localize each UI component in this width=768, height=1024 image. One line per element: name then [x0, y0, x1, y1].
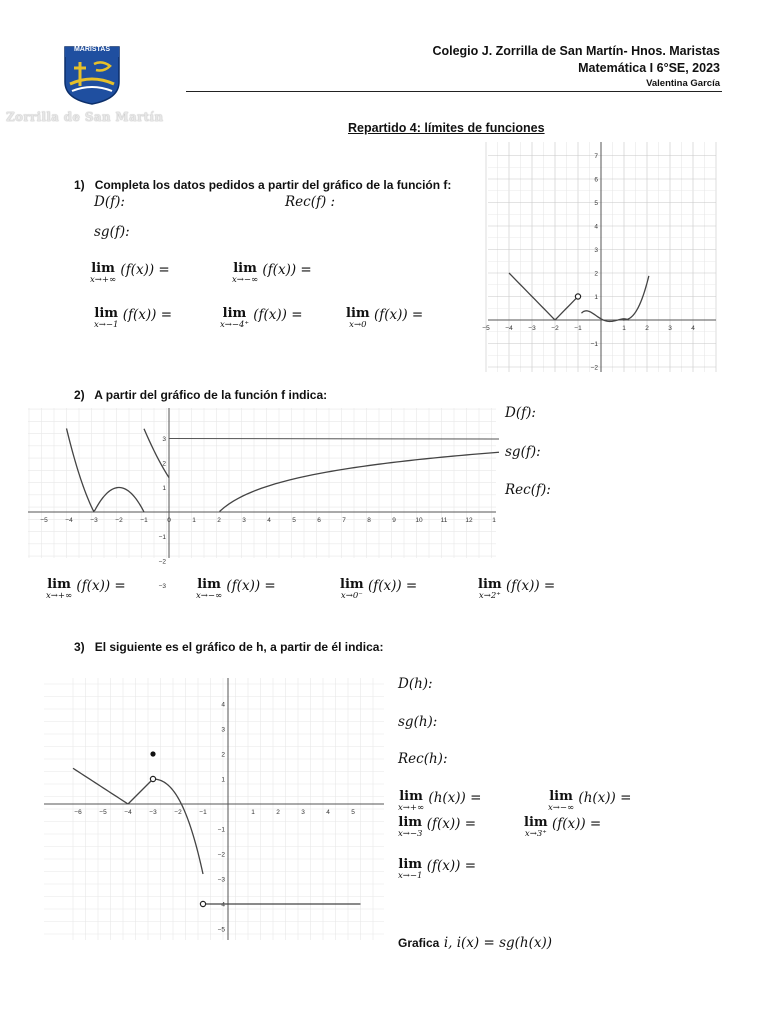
q1-range: Rec(f) :: [285, 194, 336, 210]
q1-limit-1: [90, 262, 170, 285]
lim-word: lim: [197, 577, 221, 592]
x-tick-label: 4: [326, 809, 330, 816]
q2-limit-2: [196, 578, 276, 601]
lim-word: lim: [398, 857, 423, 872]
q1-number: 1): [74, 178, 85, 192]
y-tick-label: 2: [221, 751, 225, 759]
q2-number: 2): [74, 388, 85, 402]
lim-sub: x→3⁺: [524, 829, 547, 839]
q2-limit-1: [46, 578, 126, 601]
q2-limit-4: [478, 578, 555, 601]
x-tick-label: −5: [99, 809, 107, 816]
graph-q1: [482, 142, 716, 372]
curve-growth: [623, 276, 649, 320]
lim-sub: x→+∞: [398, 803, 425, 813]
y-tick-label: 2: [162, 460, 166, 468]
teacher-name: Valentina García: [646, 78, 720, 89]
x-tick-label: 6: [317, 517, 321, 524]
y-tick-label: −2: [217, 851, 225, 859]
x-tick-label: −1: [574, 325, 582, 332]
school-name: Colegio J. Zorrilla de San Martín- Hnos. Maristas: [432, 44, 720, 58]
q1-limit-4: [220, 307, 303, 330]
lim-word: lim: [549, 789, 573, 804]
y-tick-label: 1: [162, 485, 166, 492]
lim-word: lim: [47, 577, 71, 592]
y-tick-label: −3: [217, 876, 225, 884]
q1-limit-5: [346, 307, 423, 330]
lim-sub: x→+∞: [46, 591, 73, 601]
q3-text: El siguiente es el gráfico de h, a partir de él indica:: [94, 640, 384, 654]
q3-statement: [74, 640, 383, 654]
page-title: Repartido 4: límites de funciones: [348, 121, 545, 135]
y-tick-label: 7: [594, 153, 598, 160]
lim-expr: (f(x)) =: [426, 858, 477, 874]
x-tick-label: 12: [465, 517, 473, 524]
q1-sign: sg(f):: [94, 224, 130, 240]
x-tick-label: 4: [691, 325, 695, 332]
curve-left-line: [73, 768, 128, 804]
lim-sub: x→0: [349, 320, 367, 330]
q2-range: Rec(f):: [505, 482, 551, 498]
lim-expr: (f(x)) =: [505, 578, 556, 594]
course-name: Matemática I 6°SE, 2023: [578, 61, 720, 75]
q1-limit-3: [94, 307, 172, 330]
q3-graph-task-expr: i, i(x) = sg(h(x)): [443, 935, 553, 951]
x-tick-label: −5: [40, 517, 48, 524]
x-tick-label: 5: [292, 517, 296, 524]
x-tick-label: 2: [217, 517, 221, 524]
y-tick-label: −4: [217, 901, 225, 909]
x-tick-label: 1: [622, 325, 626, 332]
x-tick-label: 1: [492, 517, 496, 524]
y-tick-label: −2: [158, 558, 166, 566]
q3-limit-2: [548, 790, 631, 813]
x-tick-label: −1: [140, 517, 148, 524]
x-tick-label: −1: [199, 809, 207, 816]
lim-word: lim: [399, 789, 423, 804]
y-tick-label: 3: [594, 247, 598, 254]
x-tick-label: 0: [167, 517, 171, 524]
y-tick-label: 3: [162, 436, 166, 443]
lim-expr: (h(x)) =: [578, 790, 632, 806]
q1-limit-2: [232, 262, 312, 285]
lim-sub: x→−∞: [196, 591, 223, 601]
q3-limit-1: [398, 790, 481, 813]
open-point-upper: [150, 776, 155, 781]
x-tick-label: −4: [65, 517, 73, 524]
lim-sub: x→−1: [398, 871, 423, 881]
y-tick-label: 2: [594, 270, 598, 278]
q1-domain: D(f):: [94, 194, 125, 210]
x-tick-label: −2: [551, 325, 559, 332]
logo-caption: Zorrilla de San Martín: [6, 110, 164, 124]
y-tick-label: −1: [158, 534, 166, 541]
q3-graph-task: [398, 934, 552, 952]
lim-word: lim: [222, 306, 247, 321]
q3-graph-task-label: Grafica: [398, 936, 440, 950]
lim-word: lim: [478, 577, 502, 592]
lim-word: lim: [340, 577, 364, 592]
x-tick-label: 1: [251, 809, 255, 816]
y-tick-label: 3: [221, 726, 225, 734]
y-tick-label: 5: [594, 200, 598, 207]
x-tick-label: 7: [342, 517, 346, 524]
lim-expr: (f(x)) =: [262, 262, 312, 278]
x-tick-label: −4: [505, 325, 513, 332]
q3-sign: sg(h):: [398, 714, 438, 730]
lim-word: lim: [524, 815, 548, 830]
x-tick-label: 2: [645, 325, 649, 332]
lim-expr: (f(x)) =: [226, 578, 276, 594]
lim-expr: (f(x)) =: [367, 578, 418, 594]
x-tick-label: −6: [74, 809, 82, 816]
lim-sub: x→−∞: [548, 803, 575, 813]
x-tick-label: 2: [276, 809, 280, 816]
lim-expr: (f(x)) =: [122, 307, 173, 323]
lim-expr: (f(x)) =: [373, 307, 424, 323]
lim-sub: x→0⁻: [340, 591, 363, 601]
y-tick-label: 1: [221, 776, 225, 784]
q2-statement: [74, 388, 327, 402]
x-tick-label: −5: [482, 325, 490, 332]
x-tick-label: 9: [392, 517, 396, 524]
q3-limit-5: [398, 858, 476, 881]
y-tick-label: −3: [158, 583, 166, 590]
lim-sub: x→−1: [94, 320, 119, 330]
lim-expr: (f(x)) =: [120, 262, 170, 278]
q3-domain: D(h):: [398, 676, 433, 692]
q2-sign: sg(f):: [505, 444, 541, 460]
y-tick-label: 4: [221, 701, 225, 709]
q3-number: 3): [74, 640, 85, 654]
lim-sub: x→−3: [398, 829, 423, 839]
y-tick-label: −1: [217, 826, 225, 834]
curve-rise: [128, 779, 153, 804]
q2-limit-3: [340, 578, 417, 601]
graph-q3: [44, 678, 384, 940]
lim-word: lim: [346, 306, 370, 321]
x-tick-label: 8: [367, 517, 371, 524]
q3-limit-4: [524, 816, 601, 839]
q1-text: Completa los datos pedidos a partir del gráfico de la función f:: [94, 178, 452, 192]
q2-text: A partir del gráfico de la función f indica:: [94, 388, 328, 402]
lim-sub: x→−4⁺: [220, 320, 249, 330]
lim-word: lim: [91, 261, 115, 276]
lim-word: lim: [94, 306, 119, 321]
q2-domain: D(f):: [505, 405, 536, 421]
x-tick-label: −2: [174, 809, 182, 816]
x-tick-label: −3: [149, 809, 157, 816]
q3-range: Rec(h):: [398, 751, 448, 767]
open-point-lower: [200, 901, 205, 906]
lim-sub: x→−∞: [232, 275, 259, 285]
logo-banner: MARISTAS: [73, 46, 111, 53]
lim-expr: (f(x)) =: [551, 816, 602, 832]
x-tick-label: 3: [301, 809, 305, 816]
lim-expr: (f(x)) =: [76, 578, 126, 594]
lim-word: lim: [233, 261, 257, 276]
lim-expr: (f(x)) =: [426, 816, 477, 832]
y-tick-label: 6: [594, 176, 598, 184]
y-tick-label: −1: [590, 341, 598, 348]
closed-point: [150, 751, 155, 756]
y-tick-label: 1: [594, 294, 598, 301]
y-tick-label: −2: [590, 364, 598, 372]
school-logo: [62, 44, 122, 106]
x-tick-label: −4: [124, 809, 132, 816]
q1-statement: [74, 178, 451, 192]
x-tick-label: −2: [115, 517, 123, 524]
x-tick-label: −3: [528, 325, 536, 332]
x-tick-label: 4: [267, 517, 271, 524]
x-tick-label: 3: [668, 325, 672, 332]
q3-limit-3: [398, 816, 476, 839]
x-tick-label: 3: [242, 517, 246, 524]
x-tick-label: −3: [90, 517, 98, 524]
header-rule: [186, 91, 722, 92]
lim-sub: x→2⁺: [478, 591, 501, 601]
x-tick-label: 11: [440, 517, 448, 524]
x-tick-label: 1: [192, 517, 196, 524]
lim-expr: (f(x)) =: [253, 307, 303, 323]
y-tick-label: −5: [217, 926, 225, 934]
lim-word: lim: [398, 815, 423, 830]
lim-sub: x→+∞: [90, 275, 117, 285]
y-tick-label: 4: [594, 223, 598, 231]
curve-log: [220, 452, 500, 511]
x-tick-label: 10: [415, 517, 423, 524]
open-point: [575, 294, 580, 299]
x-tick-label: 5: [351, 809, 355, 816]
lim-expr: (h(x)) =: [428, 790, 482, 806]
